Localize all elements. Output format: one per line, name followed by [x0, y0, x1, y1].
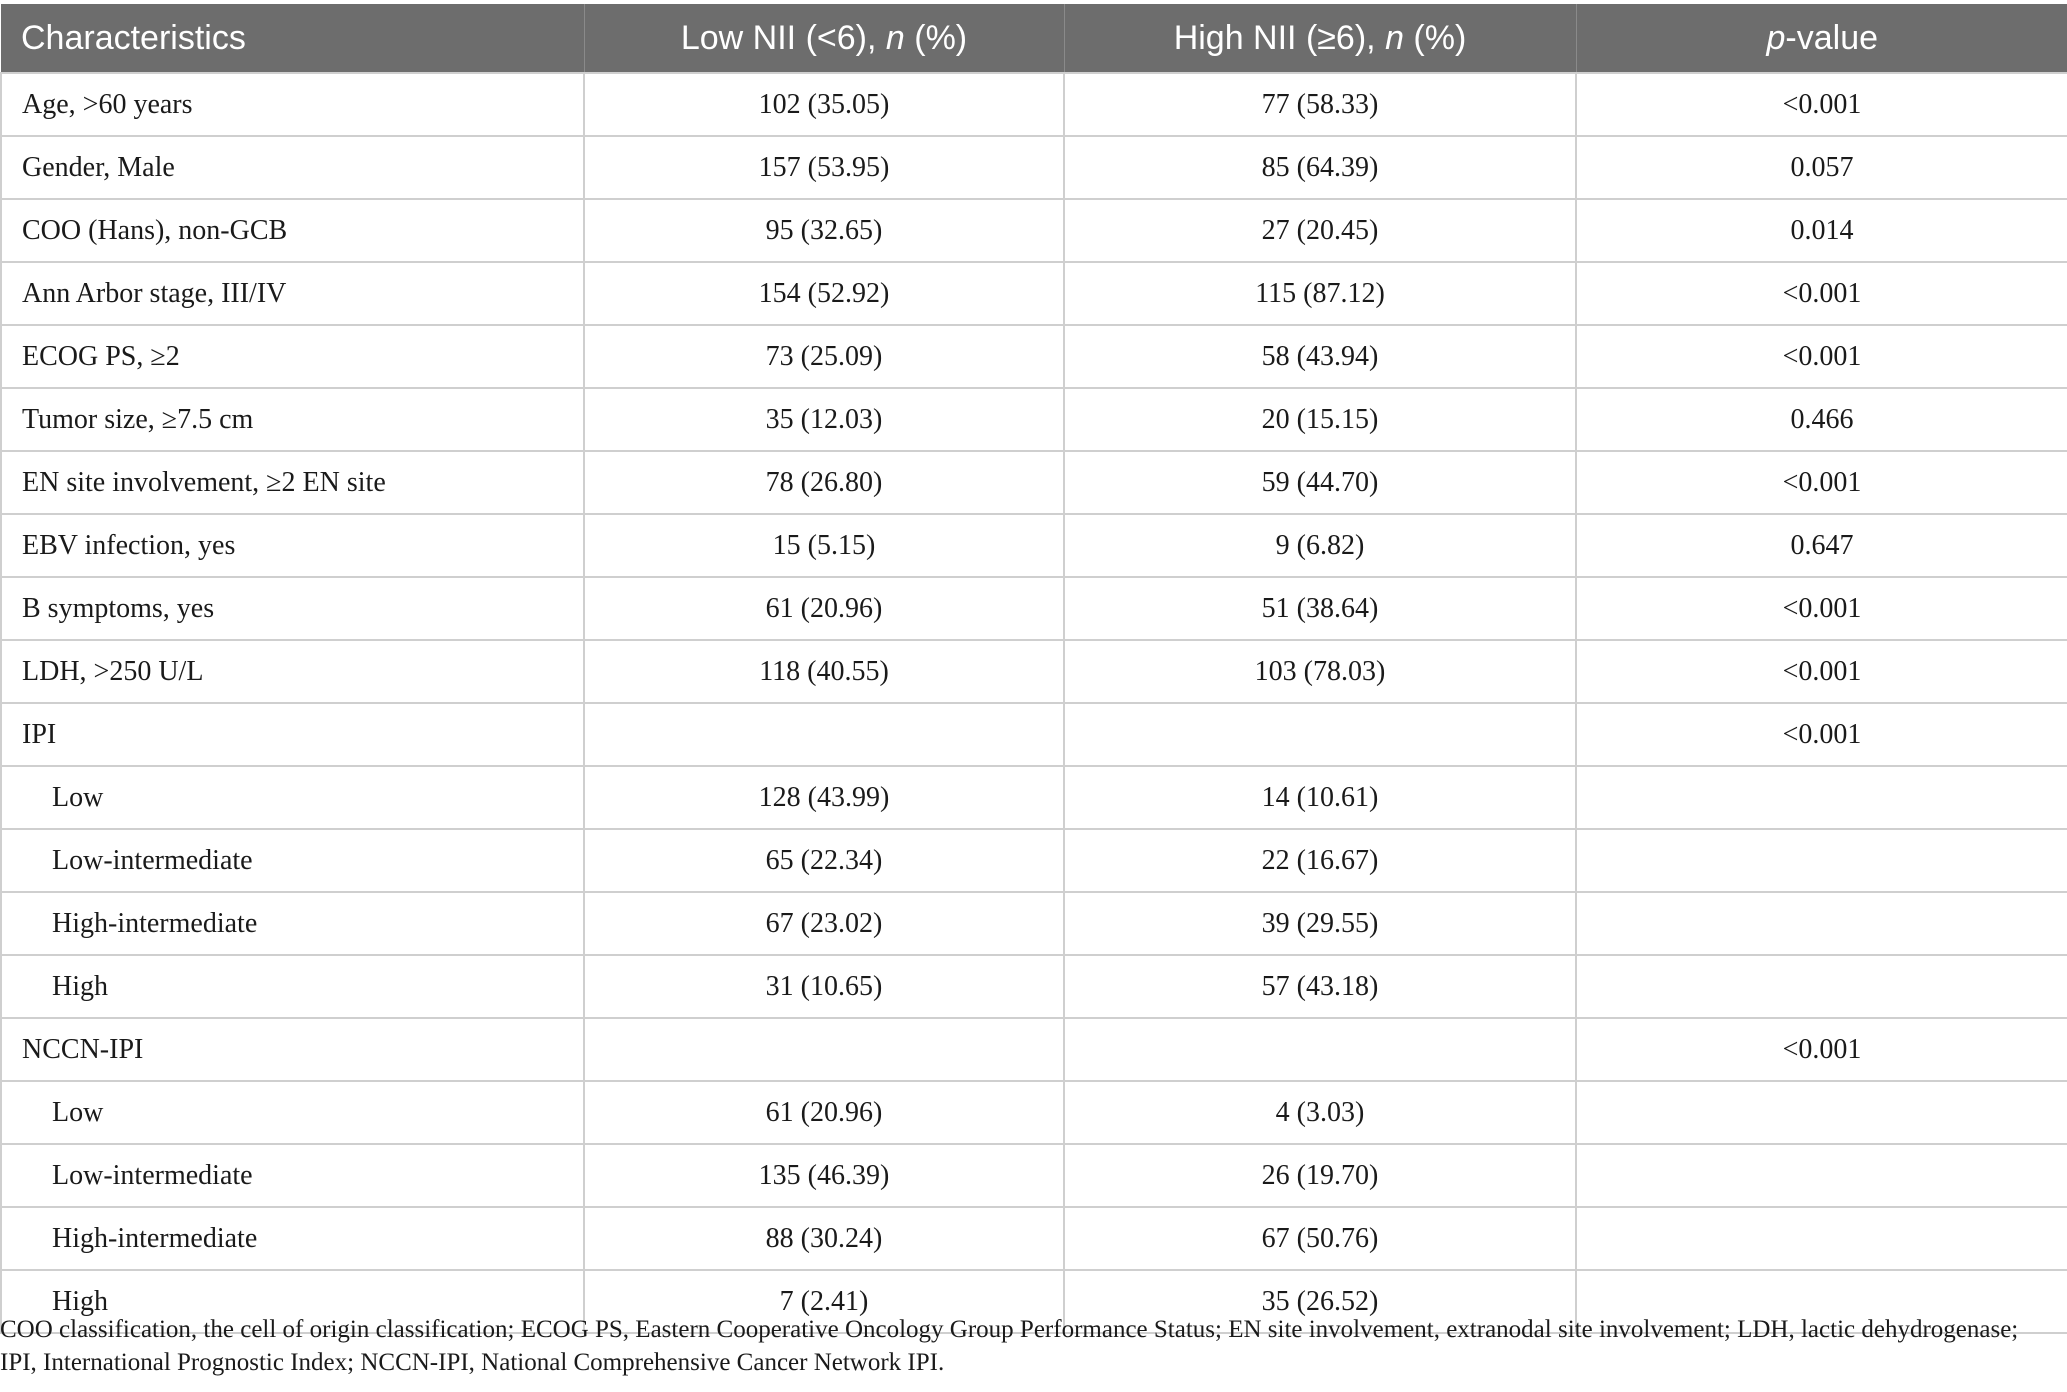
low-nii-cell: 67 (23.02) [584, 892, 1064, 955]
high-nii-cell: 35 (26.52) [1064, 1270, 1576, 1333]
row-label: B symptoms, yes [1, 577, 584, 640]
table-row [1, 514, 2067, 577]
table-row [1, 1207, 2067, 1270]
low-nii-cell: 128 (43.99) [584, 766, 1064, 829]
low-nii-cell: 88 (30.24) [584, 1207, 1064, 1270]
table-row-group-nccn-ipi [1, 1018, 2067, 1081]
table-row-group-ipi [1, 703, 2067, 766]
p-value-cell: <0.001 [1576, 703, 2067, 766]
header-characteristics: Characteristics [1, 4, 584, 73]
row-label: EBV infection, yes [1, 514, 584, 577]
row-label: High-intermediate [1, 892, 584, 955]
p-value-cell: <0.001 [1576, 262, 2067, 325]
table-row [1, 199, 2067, 262]
row-label: Age, >60 years [1, 73, 584, 136]
row-label: Low [1, 1081, 584, 1144]
row-label: High-intermediate [1, 1207, 584, 1270]
p-value-cell [1576, 955, 2067, 1018]
high-nii-cell: 14 (10.61) [1064, 766, 1576, 829]
high-nii-cell: 9 (6.82) [1064, 514, 1576, 577]
table-row [1, 577, 2067, 640]
high-nii-cell: 22 (16.67) [1064, 829, 1576, 892]
table-row [1, 1144, 2067, 1207]
low-nii-cell: 118 (40.55) [584, 640, 1064, 703]
low-nii-cell: 154 (52.92) [584, 262, 1064, 325]
table-row [1, 73, 2067, 136]
row-label: High [1, 955, 584, 1018]
table-row [1, 262, 2067, 325]
p-value-cell [1576, 1081, 2067, 1144]
p-value-cell [1576, 1207, 2067, 1270]
p-value-cell: <0.001 [1576, 325, 2067, 388]
table-row [1, 640, 2067, 703]
p-value-cell: <0.001 [1576, 451, 2067, 514]
p-value-cell: <0.001 [1576, 1018, 2067, 1081]
low-nii-cell [584, 1018, 1064, 1081]
row-label: High [1, 1270, 584, 1333]
low-nii-cell: 78 (26.80) [584, 451, 1064, 514]
high-nii-cell: 115 (87.12) [1064, 262, 1576, 325]
high-nii-cell [1064, 1018, 1576, 1081]
row-label: Low [1, 766, 584, 829]
high-nii-cell: 58 (43.94) [1064, 325, 1576, 388]
high-nii-cell: 85 (64.39) [1064, 136, 1576, 199]
table-row [1, 136, 2067, 199]
low-nii-cell: 15 (5.15) [584, 514, 1064, 577]
table-row [1, 325, 2067, 388]
low-nii-cell: 7 (2.41) [584, 1270, 1064, 1333]
p-value-cell [1576, 1144, 2067, 1207]
low-nii-cell: 65 (22.34) [584, 829, 1064, 892]
low-nii-cell: 157 (53.95) [584, 136, 1064, 199]
row-label: Low-intermediate [1, 829, 584, 892]
table-row [1, 766, 2067, 829]
characteristics-table-container [0, 4, 2067, 1334]
table-header-row [1, 4, 2067, 73]
row-label: EN site involvement, ≥2 EN site [1, 451, 584, 514]
low-nii-cell: 61 (20.96) [584, 1081, 1064, 1144]
low-nii-cell: 73 (25.09) [584, 325, 1064, 388]
p-value-cell [1576, 892, 2067, 955]
high-nii-cell: 77 (58.33) [1064, 73, 1576, 136]
table-footnote: COO classification, the cell of origin classification; ECOG PS, Eastern Cooperative Oncology Group Performance Status; EN site involvement, extranodal site involvement; LDH, lactic dehydrogenase; IPI, International Prognostic Index; NCCN-IPI, National Comprehensive Cancer Network IPI. [0, 1316, 2019, 1376]
row-label: LDH, >250 U/L [1, 640, 584, 703]
low-nii-cell: 35 (12.03) [584, 388, 1064, 451]
p-value-cell: 0.014 [1576, 199, 2067, 262]
p-value-cell [1576, 829, 2067, 892]
row-label: Low-intermediate [1, 1144, 584, 1207]
table-row [1, 388, 2067, 451]
low-nii-cell: 95 (32.65) [584, 199, 1064, 262]
header-high-nii: High NII (≥6), n (%) [1064, 4, 1576, 73]
row-label: Tumor size, ≥7.5 cm [1, 388, 584, 451]
low-nii-cell: 31 (10.65) [584, 955, 1064, 1018]
table-row [1, 829, 2067, 892]
low-nii-cell: 135 (46.39) [584, 1144, 1064, 1207]
high-nii-cell: 26 (19.70) [1064, 1144, 1576, 1207]
row-label: NCCN-IPI [1, 1018, 584, 1081]
p-value-cell: 0.057 [1576, 136, 2067, 199]
characteristics-table [0, 4, 2067, 1334]
p-value-cell [1576, 766, 2067, 829]
high-nii-cell: 39 (29.55) [1064, 892, 1576, 955]
row-label: IPI [1, 703, 584, 766]
row-label: Ann Arbor stage, III/IV [1, 262, 584, 325]
p-value-cell: 0.466 [1576, 388, 2067, 451]
high-nii-cell: 20 (15.15) [1064, 388, 1576, 451]
high-nii-cell: 103 (78.03) [1064, 640, 1576, 703]
p-value-cell: <0.001 [1576, 640, 2067, 703]
low-nii-cell: 102 (35.05) [584, 73, 1064, 136]
header-low-nii: Low NII (<6), n (%) [584, 4, 1064, 73]
table-row [1, 1081, 2067, 1144]
high-nii-cell: 51 (38.64) [1064, 577, 1576, 640]
high-nii-cell: 57 (43.18) [1064, 955, 1576, 1018]
row-label: Gender, Male [1, 136, 584, 199]
low-nii-cell [584, 703, 1064, 766]
p-value-cell: 0.647 [1576, 514, 2067, 577]
low-nii-cell: 61 (20.96) [584, 577, 1064, 640]
table-row [1, 892, 2067, 955]
header-p-value: p-value [1576, 4, 2067, 73]
high-nii-cell: 59 (44.70) [1064, 451, 1576, 514]
row-label: COO (Hans), non-GCB [1, 199, 584, 262]
p-value-cell: <0.001 [1576, 577, 2067, 640]
high-nii-cell: 27 (20.45) [1064, 199, 1576, 262]
table-row [1, 955, 2067, 1018]
table-row [1, 451, 2067, 514]
p-value-cell: <0.001 [1576, 73, 2067, 136]
row-label: ECOG PS, ≥2 [1, 325, 584, 388]
high-nii-cell: 67 (50.76) [1064, 1207, 1576, 1270]
high-nii-cell: 4 (3.03) [1064, 1081, 1576, 1144]
high-nii-cell [1064, 703, 1576, 766]
